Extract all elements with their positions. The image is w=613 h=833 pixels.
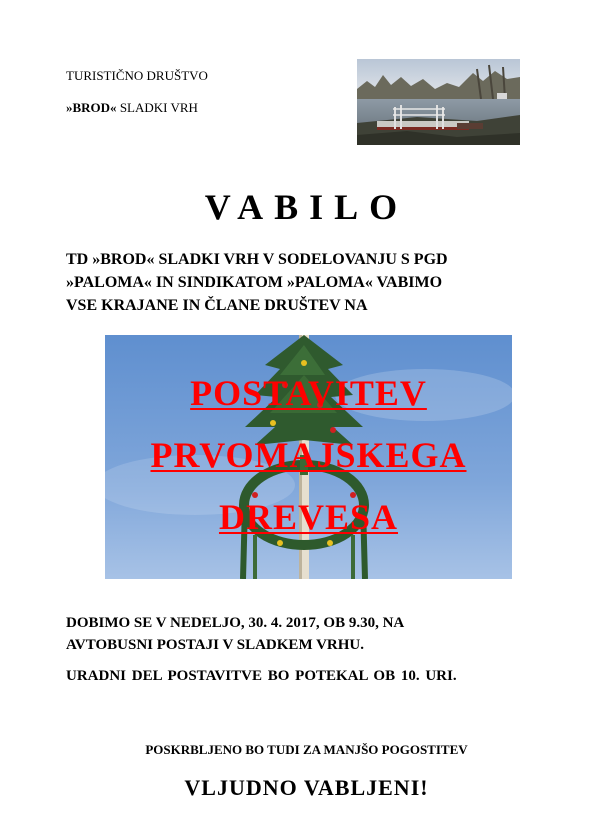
refreshments-note: POSKRBLJENO BO TUDI ZA MANJŠO POGOSTITEV [145, 742, 468, 757]
intro-line: TD »BROD« SLADKI VRH V SODELOVANJU S PGD [66, 251, 448, 268]
intro-line: »PALOMA« IN SINDIKATOM »PALOMA« VABIMO [66, 274, 443, 291]
organization-name: »BROD« [66, 100, 117, 115]
meeting-info [66, 612, 404, 656]
organization-line1: TURISTIČNO DRUŠTVO [66, 68, 208, 83]
intro-text [66, 248, 546, 317]
closing-text: VLJUDNO VABLJENI! [184, 775, 429, 800]
organization-line2 [66, 100, 198, 116]
organization-place: SLADKI VRH [116, 100, 198, 115]
event-title-line: DREVESA [218, 497, 399, 537]
event-title-line: PRVOMAJSKEGA [150, 435, 467, 475]
ceremony-info: URADNI DEL POSTAVITVE BO POTEKAL OB 10. URI. [66, 668, 457, 684]
event-title-line: POSTAVITEV [190, 373, 427, 413]
meeting-line: AVTOBUSNI POSTAJI V SLADKEM VRHU. [66, 637, 364, 653]
meeting-line: DOBIMO SE V NEDELJO, 30. 4. 2017, OB 9.30, NA [66, 615, 405, 631]
ferry-photo [357, 59, 520, 145]
intro-line: VSE KRAJANE IN ČLANE DRUŠTEV NA [66, 297, 368, 314]
page-title: VABILO [204, 187, 409, 227]
